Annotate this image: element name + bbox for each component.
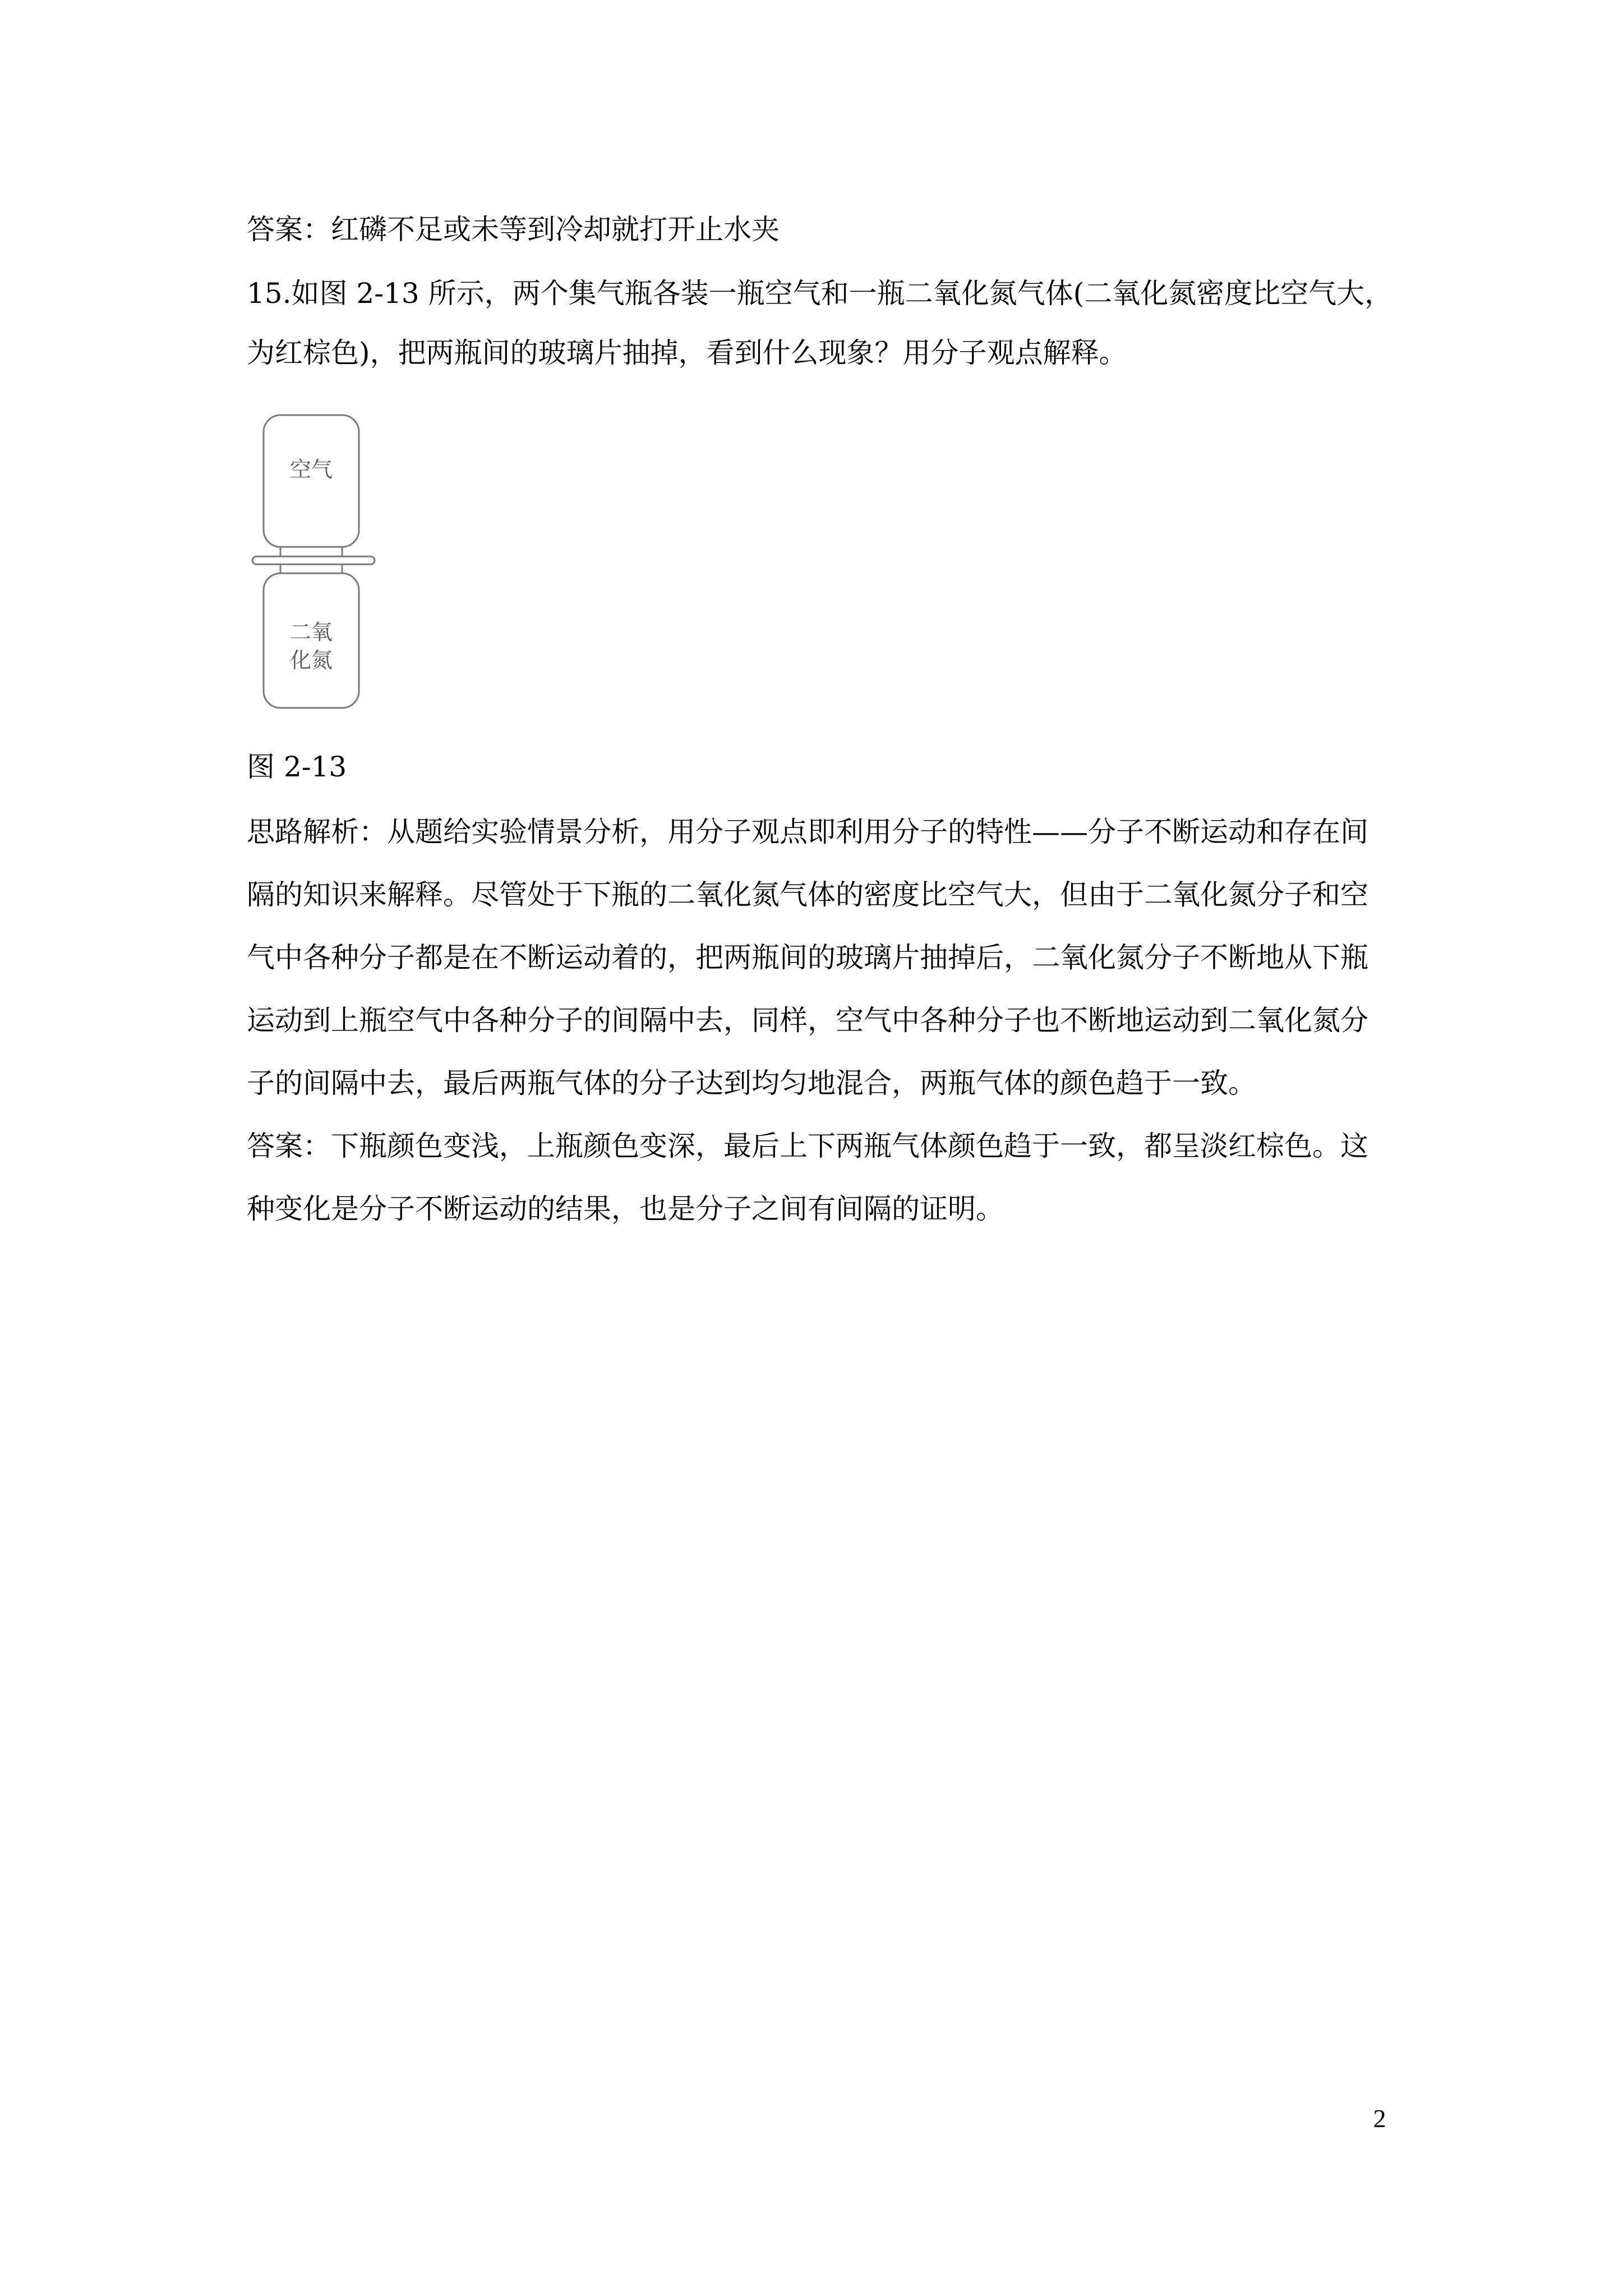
no2-label-1: 二氧 [289, 620, 333, 645]
answer-15-line-2: 种变化是分子不断运动的结果，也是分子之间有间隔的证明。 [247, 1193, 1004, 1225]
answer-15-line-1: 答案：下瓶颜色变浅，上瓶颜色变深，最后上下两瓶气体颜色趋于一致，都呈淡红棕色。这 [247, 1130, 1368, 1162]
question-15-line-2: 为红棕色)，把两瓶间的玻璃片抽掉，看到什么现象？用分子观点解释。 [247, 337, 1127, 369]
gas-jars-figure [241, 404, 387, 718]
analysis-line-1: 思路解析：从题给实验情景分析，用分子观点即利用分子的特性——分子不断运动和存在间 [247, 816, 1368, 848]
analysis-line-3: 气中各种分子都是在不断运动着的，把两瓶间的玻璃片抽掉后，二氧化氮分子不断地从下瓶 [247, 941, 1368, 974]
question-15-line-1: 15.如图 2-13 所示，两个集气瓶各装一瓶空气和一瓶二氧化氮气体(二氧化氮密度比空气大， [247, 277, 1393, 310]
figure-caption: 图 2-13 [247, 751, 347, 783]
analysis-line-2: 隔的知识来解释。尽管处于下瓶的二氧化氮气体的密度比空气大，但由于二氧化氮分子和空 [247, 878, 1368, 911]
answer-14: 答案：红磷不足或未等到冷却就打开止水夹 [247, 213, 780, 246]
no2-label-2: 化氮 [289, 648, 333, 673]
analysis-line-5: 子的间隔中去，最后两瓶气体的分子达到均匀地混合，两瓶气体的颜色趋于一致。 [247, 1067, 1256, 1099]
page-number: 2 [1373, 2104, 1386, 2133]
air-label: 空气 [289, 457, 333, 482]
glass-plate [252, 556, 375, 564]
analysis-line-4: 运动到上瓶空气中各种分子的间隔中去，同样，空气中各种分子也不断地运动到二氧化氮分 [247, 1004, 1368, 1037]
